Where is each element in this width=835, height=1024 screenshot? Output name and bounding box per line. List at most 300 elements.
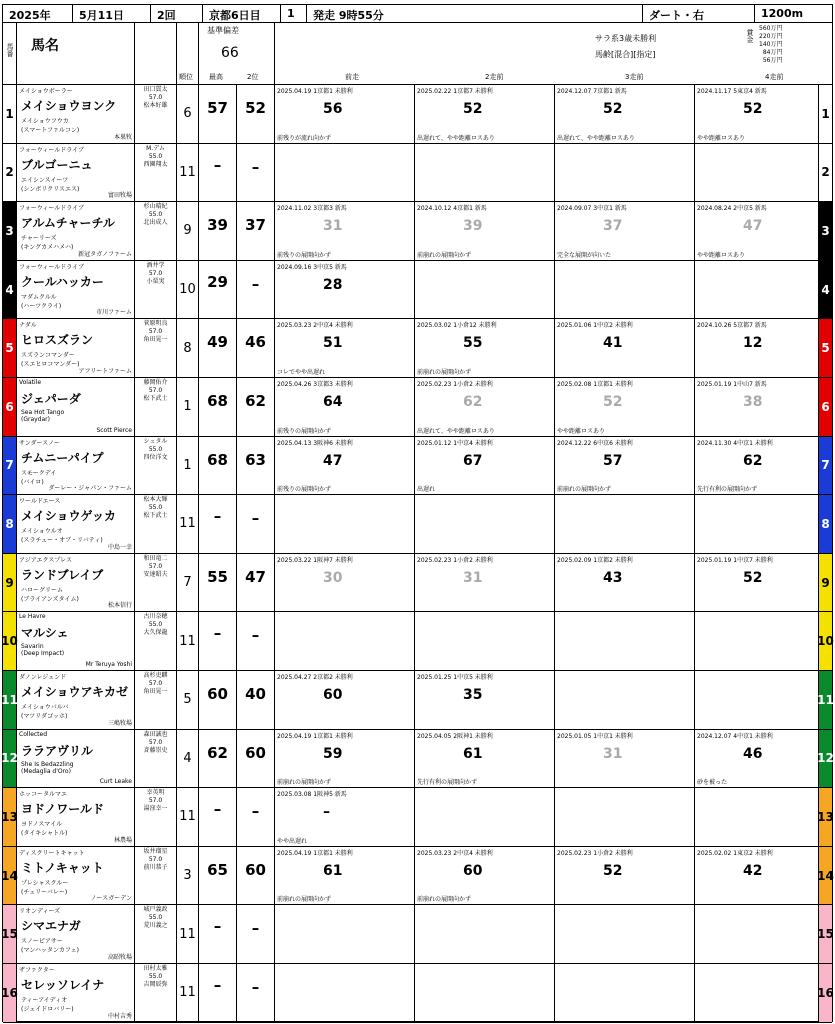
horse-cell xyxy=(17,847,135,905)
second-score xyxy=(237,964,275,1022)
dam-name xyxy=(21,643,64,657)
prev-race-2 xyxy=(415,261,555,319)
race-score: 31 xyxy=(323,218,343,235)
breeder: ノースガーデン xyxy=(90,895,132,903)
best-score xyxy=(199,437,237,495)
second-value: – xyxy=(251,919,260,938)
horse-name[interactable]: メイショウヨンク xyxy=(21,99,117,113)
prev-race-2 xyxy=(415,730,555,788)
horse-name[interactable]: シマエナガ xyxy=(21,919,81,934)
rank: 1 xyxy=(177,378,199,436)
horse-row xyxy=(3,905,832,964)
prev-race-1 xyxy=(275,964,415,1022)
horse-name[interactable]: アルムチャーチル xyxy=(21,216,115,231)
race-title: 2024.09.07 3中京1 新馬 xyxy=(557,205,627,213)
race-score: – xyxy=(323,804,330,821)
horse-row xyxy=(3,554,832,613)
prev-race-1 xyxy=(275,437,415,495)
best-score xyxy=(199,612,237,670)
umaban-header: 馬番 xyxy=(3,23,17,84)
race-title: 2025.04.05 2阪神1 未勝利 xyxy=(417,732,493,740)
umaban-right: 1 xyxy=(818,85,832,143)
race-score: 57 xyxy=(603,452,623,469)
second-score xyxy=(237,261,275,319)
prev4-label: 4走前 xyxy=(765,73,784,81)
sire-name: ナダル xyxy=(19,322,37,330)
dam: マダムクルル xyxy=(21,293,57,301)
race-title: 2025.04.19 1京都1 未勝利 xyxy=(277,849,353,857)
horse-name[interactable]: ジェパーダ xyxy=(21,392,81,406)
second-score xyxy=(237,612,275,670)
horse-row xyxy=(3,202,832,261)
best-score xyxy=(199,964,237,1022)
race-title: 2025.03.02 1小倉12 未勝利 xyxy=(417,322,497,330)
race-score: 51 xyxy=(323,335,343,352)
rank: 11 xyxy=(177,905,199,963)
trainer: 松下武士 xyxy=(143,512,168,520)
prev-race-3 xyxy=(555,495,695,553)
prev3-label: 3走前 xyxy=(625,73,644,81)
weight: 57.0 xyxy=(148,797,163,805)
jockey-info xyxy=(135,788,177,846)
best-value: 55 xyxy=(207,567,228,586)
year: 2025年 xyxy=(3,5,73,22)
umaban-right: 15 xyxy=(818,905,832,963)
umaban-right: 16 xyxy=(818,964,832,1022)
rank: 7 xyxy=(177,554,199,612)
race-score: 46 xyxy=(743,745,763,762)
second-value: – xyxy=(251,274,260,293)
course: ダート・右 xyxy=(643,5,755,22)
rank: 11 xyxy=(177,144,199,202)
prev-race-1 xyxy=(275,905,415,963)
horse-cell xyxy=(17,554,135,612)
trainer: 前川恭子 xyxy=(143,863,168,871)
second-value: 60 xyxy=(245,743,266,762)
prev-race-2 xyxy=(415,612,555,670)
prev2-label: 2走前 xyxy=(485,73,504,81)
best-score xyxy=(199,671,237,729)
base-label: 基準偏差 xyxy=(207,26,239,35)
umaban-left: 13 xyxy=(3,788,17,846)
race-title: 2024.12.07 7京都1 新馬 xyxy=(557,88,627,95)
prev-race-4 xyxy=(695,905,832,963)
race-score: 38 xyxy=(743,394,763,410)
race-title: 2024.11.17 5東京4 新馬 xyxy=(697,88,767,95)
dam-name xyxy=(21,233,73,251)
sire-name: Le Havre xyxy=(19,613,46,621)
prev-race-2 xyxy=(415,905,555,963)
jockey: 坂井瑠星 xyxy=(143,847,168,855)
horse-cell xyxy=(17,319,135,377)
sire-name: サンダースノー xyxy=(19,439,60,447)
jockey: 田村太雅 xyxy=(143,965,168,972)
weight: 57.0 xyxy=(148,855,163,863)
jockey-info xyxy=(135,964,177,1022)
race-comment: 完全な展開が向いた xyxy=(557,251,612,259)
jockey: 田口貫太 xyxy=(143,86,168,93)
jockey: 酒井学 xyxy=(146,261,165,269)
race-score: 52 xyxy=(743,101,763,117)
dam: スノーピアサー xyxy=(21,938,63,946)
jockey-info xyxy=(135,144,177,202)
dam-name xyxy=(21,936,79,954)
prev-race-3 xyxy=(555,905,695,963)
weight: 57.0 xyxy=(148,94,163,101)
breeder: 富田牧場 xyxy=(107,192,132,200)
prev-race-2 xyxy=(415,495,555,553)
jockey-info xyxy=(135,378,177,436)
jockey-info xyxy=(135,671,177,729)
trainer: 吉岡辰弥 xyxy=(143,981,168,988)
race-score: 12 xyxy=(743,335,763,352)
dam-name xyxy=(21,409,64,423)
race-score: 41 xyxy=(603,335,623,352)
second-value: 63 xyxy=(245,450,266,469)
second-value: – xyxy=(251,509,260,528)
weight: 55.0 xyxy=(148,152,163,160)
umaban-left: 4 xyxy=(3,261,17,319)
umaban-left: 11 xyxy=(3,671,17,729)
horse-cell xyxy=(17,905,135,963)
second-value: 40 xyxy=(245,685,266,703)
race-score: 47 xyxy=(323,452,343,469)
prev-race-4 xyxy=(695,144,832,202)
second-value: 60 xyxy=(245,860,266,879)
rank: 3 xyxy=(177,847,199,905)
umaban-right: 11 xyxy=(818,671,832,729)
distance: 1200m xyxy=(761,7,804,20)
dam-name xyxy=(21,526,103,544)
best-score xyxy=(199,788,237,846)
prev-race-3 xyxy=(555,319,695,377)
race-score: 64 xyxy=(323,394,343,410)
dam-name xyxy=(21,350,79,368)
horse-name[interactable]: マルシェ xyxy=(21,626,69,641)
second-value: 52 xyxy=(245,99,266,117)
dam: She Is Bedazzling xyxy=(21,760,74,768)
trainer: 小栗実 xyxy=(146,277,165,285)
horse-cell xyxy=(17,144,135,202)
damsire: (ブライアンズタイム) xyxy=(21,595,79,603)
jockey: M.デム xyxy=(146,144,165,152)
second-score xyxy=(237,671,275,729)
second-score xyxy=(237,847,275,905)
race-title: 2025.02.02 1東京2 未勝利 xyxy=(697,849,773,857)
horse-name[interactable]: ミトノキャット xyxy=(21,860,104,875)
trainer: 角田晃一 xyxy=(143,688,168,695)
race-comment: やや距離ロスあり xyxy=(697,251,746,259)
damsire: (Graydar) xyxy=(21,416,50,423)
rank: 8 xyxy=(177,319,199,377)
prev-race-3 xyxy=(555,144,695,202)
best-score xyxy=(199,378,237,436)
horse-row xyxy=(3,261,832,320)
weight: 55.0 xyxy=(148,211,163,219)
race-title: 2025.01.05 1中京1 未勝利 xyxy=(557,732,633,740)
race-score: 31 xyxy=(463,569,483,586)
jockey: 森田誠也 xyxy=(143,730,168,738)
race-sheet xyxy=(2,4,833,1022)
second-score xyxy=(237,85,275,143)
best-value: – xyxy=(213,507,222,526)
race-title: 2025.01.25 1中京5 未勝利 xyxy=(417,674,493,681)
horse-cell xyxy=(17,964,135,1022)
jockey: 城戸義政 xyxy=(143,906,168,914)
prev-race-3 xyxy=(555,261,695,319)
best-value: 57 xyxy=(207,99,228,117)
second-score xyxy=(237,788,275,846)
race-comment: 前崩れの展開向かず xyxy=(277,779,332,787)
race-title: 2024.11.02 3京都3 新馬 xyxy=(277,205,347,213)
race-comment: 先行有利の展開向かず xyxy=(417,779,478,787)
race-title: 2025.01.19 1中山7 新馬 xyxy=(697,381,767,388)
breeder: 高昭牧場 xyxy=(107,953,132,961)
umaban-right: 4 xyxy=(818,261,832,319)
best-score xyxy=(199,554,237,612)
race-comment: 前残りの展開向かず xyxy=(277,251,332,259)
horse-name[interactable]: ヒロスズラン xyxy=(21,333,94,348)
trainer: 西園翔太 xyxy=(143,160,168,168)
umaban-left: 16 xyxy=(3,964,17,1022)
best-value: 49 xyxy=(207,333,228,352)
race-title: 2025.04.27 2京都2 未勝利 xyxy=(277,674,353,681)
race-title: 2024.08.24 2中京5 新馬 xyxy=(697,205,767,213)
weight: 57.0 xyxy=(148,328,163,336)
prev-race-3 xyxy=(555,202,695,260)
horse-name[interactable]: チムニーパイプ xyxy=(21,450,104,465)
second-score xyxy=(237,144,275,202)
horse-cell xyxy=(17,202,135,260)
dam: Savarin xyxy=(21,643,44,651)
jockey: 高杉吏麒 xyxy=(143,672,168,679)
umaban-right: 6 xyxy=(818,378,832,436)
info-header xyxy=(135,23,177,84)
horse-row xyxy=(3,612,832,671)
race-score: 55 xyxy=(463,335,483,352)
prev-race-1 xyxy=(275,671,415,729)
race-comment: 出遅れて、やや距離ロスあり xyxy=(417,134,495,142)
dam: メイショウバルバ xyxy=(21,704,69,711)
dam: ティーアイディオ xyxy=(21,997,68,1004)
trainer: 四位洋文 xyxy=(143,453,168,461)
best-value: – xyxy=(213,155,222,174)
horse-cell xyxy=(17,378,135,436)
dam-name xyxy=(21,761,74,775)
race-comment: 出遅れて、やや距離ロスあり xyxy=(417,427,495,435)
race-title: 2025.04.19 1京都1 未勝利 xyxy=(277,732,353,740)
breeder: 林農場 xyxy=(113,836,132,844)
race-comment: コレでやや出遅れ xyxy=(277,368,326,376)
prev-race-4 xyxy=(695,554,832,612)
horse-name[interactable]: メイショウアキカゼ xyxy=(21,685,129,699)
best-value: 29 xyxy=(207,272,228,291)
race-score: 43 xyxy=(603,569,623,586)
sire-name: Volatile xyxy=(19,379,42,386)
umaban-right: 10 xyxy=(818,612,832,670)
race-comment: 前残りの展開向かず xyxy=(277,427,332,435)
best-score xyxy=(199,202,237,260)
jockey-info xyxy=(135,905,177,963)
dam: ヨドノスマイル xyxy=(21,821,63,829)
horse-row xyxy=(3,788,832,847)
prev-race-2 xyxy=(415,144,555,202)
race-score: 67 xyxy=(463,452,483,469)
sire-name: メイショウボーラー xyxy=(19,88,73,95)
horse-row xyxy=(3,730,832,789)
prev-race-1 xyxy=(275,788,415,846)
race-comment: 前崩れの展開向かず xyxy=(417,368,472,376)
race-score: 28 xyxy=(323,276,343,293)
dam-name xyxy=(21,292,61,310)
race-title: 2025.03.22 1阪神7 未勝利 xyxy=(277,556,353,564)
race-comment: 前崩れの展開向かず xyxy=(277,896,332,904)
second-score xyxy=(237,319,275,377)
jockey: 松本大輝 xyxy=(143,496,168,504)
trainer: 荒川義之 xyxy=(143,922,168,930)
damsire: (ジェイドロバリー) xyxy=(21,1006,74,1013)
umaban-right: 2 xyxy=(818,144,832,202)
best-value: 60 xyxy=(207,685,228,703)
prev-race-2 xyxy=(415,964,555,1022)
jockey: 菅原明良 xyxy=(143,320,168,328)
sire-name: ワールドエース xyxy=(19,498,61,506)
race-comment: やや距離ロスあり xyxy=(557,427,606,435)
best-score xyxy=(199,847,237,905)
rank: 10 xyxy=(177,261,199,319)
dam: エイシンスイーツ xyxy=(21,176,69,184)
trainer: 松本好雄 xyxy=(143,102,168,109)
race-title: 2025.02.09 1京都2 未勝利 xyxy=(557,556,633,564)
race-score: 52 xyxy=(603,101,623,117)
race-score: 35 xyxy=(463,687,483,703)
sire-name: リオンディーズ xyxy=(19,908,61,916)
prize-list: 560万円 220万円 140万円 84万円 56万円 xyxy=(759,25,783,64)
second-value: – xyxy=(251,626,260,645)
best-score xyxy=(199,261,237,319)
jockey-info xyxy=(135,554,177,612)
sire-name: フォーウィールドライブ xyxy=(19,263,84,271)
prev-race-2 xyxy=(415,319,555,377)
race-title: 2025.02.22 1京都7 未勝利 xyxy=(417,88,493,95)
dam: チャーリーズ xyxy=(21,235,57,243)
race-title: 2025.02.23 1小倉2 未勝利 xyxy=(557,849,633,857)
best-value: – xyxy=(213,624,222,643)
rank: 6 xyxy=(177,85,199,143)
prev-race-1 xyxy=(275,85,415,143)
weight: 55.0 xyxy=(148,973,163,980)
breeder: 松本信行 xyxy=(107,602,132,610)
race-title: 2025.02.23 1小倉2 未勝利 xyxy=(417,381,493,388)
race-title: 2025.03.23 2中京4 未勝利 xyxy=(277,322,353,330)
damsire: (チェリーバレー) xyxy=(21,888,68,896)
race-title: 2025.01.12 1中京4 未勝利 xyxy=(417,439,493,447)
race-header xyxy=(3,5,832,23)
horse-name[interactable]: メイショウゲッカ xyxy=(21,509,117,524)
horse-row xyxy=(3,437,832,496)
rank-header: 順位 xyxy=(177,23,199,84)
prev-race-1 xyxy=(275,554,415,612)
prev-race-1 xyxy=(275,378,415,436)
prev-race-2 xyxy=(415,554,555,612)
race-title: 2025.04.26 3京都3 未勝利 xyxy=(277,381,353,388)
damsire: (スマートファルコン) xyxy=(21,127,80,134)
jockey: 杉山晴紀 xyxy=(143,203,168,211)
umaban-left: 8 xyxy=(3,495,17,553)
race-score: 52 xyxy=(603,862,623,879)
prev-race-3 xyxy=(555,964,695,1022)
horse-cell xyxy=(17,671,135,729)
horse-name[interactable]: セレッソレイナ xyxy=(21,978,105,992)
prev-race-3 xyxy=(555,378,695,436)
rank: 11 xyxy=(177,495,199,553)
prev-race-4 xyxy=(695,261,832,319)
prev-race-2 xyxy=(415,437,555,495)
horse-name[interactable]: クールハッカー xyxy=(21,274,104,289)
race-title: 2024.10.26 5京都7 新馬 xyxy=(697,322,767,330)
breeder: 市川ファーム xyxy=(96,309,132,317)
best-value: – xyxy=(213,800,222,819)
race-title: 2025.03.23 2中京4 未勝利 xyxy=(417,849,493,857)
race-class: サラ系3歳未勝利 xyxy=(595,34,657,43)
umaban-right: 12 xyxy=(818,730,832,788)
dam: スモークデイ xyxy=(21,469,57,477)
jockey-info xyxy=(135,202,177,260)
race-number: 1 xyxy=(281,5,307,22)
dam: スズランコマンダー xyxy=(21,352,75,360)
race-score: 60 xyxy=(463,862,483,879)
best-label: 最高 xyxy=(209,73,223,81)
race-title: 2025.01.06 1中京2 未勝利 xyxy=(557,322,633,330)
race-score: 31 xyxy=(603,745,623,762)
prev-race-2 xyxy=(415,671,555,729)
horse-name[interactable]: ブルゴーニュ xyxy=(21,157,93,172)
second-value: 62 xyxy=(245,392,266,410)
horse-cell xyxy=(17,261,135,319)
umaban-left: 3 xyxy=(3,202,17,260)
race-title: 2025.03.08 1阪神5 新馬 xyxy=(277,791,347,799)
prev-race-4 xyxy=(695,847,832,905)
dam-name xyxy=(21,585,79,603)
horse-name[interactable]: ヨドノワールド xyxy=(21,802,105,817)
horse-row xyxy=(3,671,832,730)
prev-race-1 xyxy=(275,319,415,377)
race-comment: やや出遅れ xyxy=(277,837,308,845)
prev-race-2 xyxy=(415,378,555,436)
horse-name[interactable]: ランドブレイブ xyxy=(21,567,104,582)
race-score: 61 xyxy=(323,862,343,879)
breeder: アフリートファーム xyxy=(78,367,132,375)
sire-name: フォーウィールドライブ xyxy=(19,205,84,213)
prev-race-4 xyxy=(695,202,832,260)
umaban-left: 14 xyxy=(3,847,17,905)
horse-cell xyxy=(17,437,135,495)
race-score: 52 xyxy=(603,394,623,410)
breeder: 三嶋牧場 xyxy=(107,719,132,727)
best-value: 65 xyxy=(207,860,228,879)
dam-name xyxy=(21,175,79,193)
race-title: 2025.01.19 1中京7 未勝利 xyxy=(697,556,773,564)
umaban-left: 2 xyxy=(3,144,17,202)
damsire: (スエヒロコマンダー) xyxy=(21,361,80,369)
race-score: 61 xyxy=(463,745,483,762)
horse-name[interactable]: ララアヴリル xyxy=(21,743,94,758)
sire-name: フォーウィールドライブ xyxy=(19,146,84,154)
breeder: ダーレー・ジャパン・ファーム xyxy=(48,485,132,493)
prev-race-3 xyxy=(555,847,695,905)
weight: 55.0 xyxy=(148,621,163,629)
venue: 京都6日目 xyxy=(203,5,281,22)
